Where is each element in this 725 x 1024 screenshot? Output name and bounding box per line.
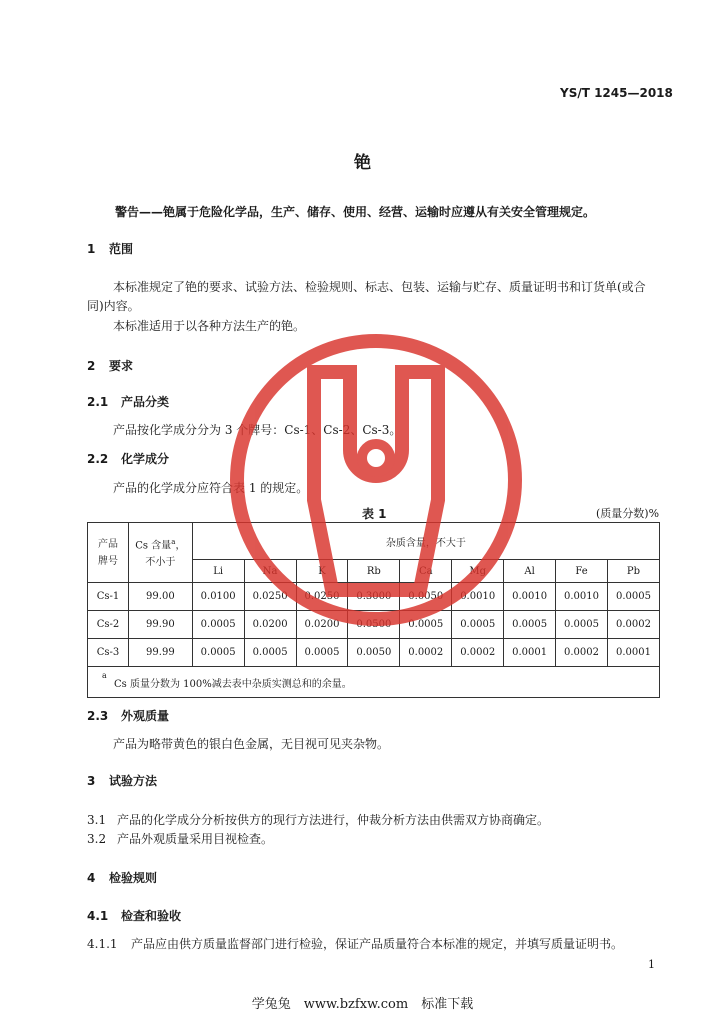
element-header-fe: Fe: [556, 560, 608, 583]
clause-text: 产品的化学成分分析按供方的现行方法进行，仲裁分析方法由供需双方协商确定。: [117, 813, 550, 827]
impurity-cell: 0.0005: [607, 583, 659, 611]
impurity-cell: 0.0002: [400, 639, 452, 667]
subsection-number: 2.2: [87, 452, 109, 466]
element-header-rb: Rb: [348, 560, 400, 583]
element-header-na: Na: [244, 560, 296, 583]
header-cs-content: Cs 含量$^a$， 不小于: [129, 523, 193, 583]
scope-para-1-line-2: 同)内容。: [87, 299, 140, 313]
impurity-cell: 0.0005: [192, 611, 244, 639]
table-caption: 表 1: [362, 507, 387, 521]
impurity-cell: 0.0005: [452, 611, 504, 639]
subsection-title: 化学成分: [121, 452, 170, 466]
grade-cell: Cs-3: [88, 639, 129, 667]
impurity-cell: 0.0010: [556, 583, 608, 611]
header-impurity: 杂质含量，不大于: [192, 523, 659, 560]
clause-number: 3.2: [87, 832, 107, 846]
impurity-cell: 0.0200: [244, 611, 296, 639]
impurity-cell: 0.0100: [192, 583, 244, 611]
subsection-title: 检查和验收: [121, 909, 182, 923]
impurity-cell: 0.0010: [452, 583, 504, 611]
section-title: 范围: [109, 242, 134, 256]
impurity-cell: 0.3000: [348, 583, 400, 611]
impurity-cell: 0.0200: [296, 611, 348, 639]
impurity-cell: 0.0010: [504, 583, 556, 611]
table-row: [88, 611, 660, 639]
cs-content-cell: 99.00: [129, 583, 193, 611]
safety-warning: 警告——铯属于危险化学品，生产、储存、使用、经营、运输时应遵从有关安全管理规定。: [115, 205, 596, 219]
clause-number: 3.1: [87, 813, 107, 827]
impurity-cell: 0.0005: [192, 639, 244, 667]
standard-code: YS/T 1245—2018: [560, 86, 673, 100]
subsection-number: 2.1: [87, 395, 109, 409]
impurity-cell: 0.0001: [607, 639, 659, 667]
section-3-heading: [87, 772, 157, 789]
subsection-title: 产品分类: [121, 395, 170, 409]
element-header-ca: Ca: [400, 560, 452, 583]
subsection-title: 外观质量: [121, 709, 170, 723]
site-footer: 学兔兔 www.bzfxw.com 标准下载: [251, 997, 474, 1012]
section-2-heading: [87, 357, 133, 374]
table-row: [88, 583, 660, 611]
clause-text: 产品外观质量采用目视检查。: [117, 832, 274, 846]
clause-number: 4.1.1: [87, 937, 118, 951]
impurity-cell: 0.0001: [504, 639, 556, 667]
page-number: 1: [648, 958, 655, 971]
impurity-cell: 0.0005: [400, 611, 452, 639]
table-unit: (质量分数)%: [596, 507, 660, 520]
element-header-li: Li: [192, 560, 244, 583]
document-title: 铯: [354, 153, 371, 173]
section-title: 试验方法: [109, 774, 158, 788]
subsection-2-2-heading: [87, 450, 169, 467]
section-4-heading: [87, 869, 157, 886]
clause-4-1-1: [87, 935, 623, 952]
impurity-cell: 0.0005: [244, 639, 296, 667]
scope-para-1-line-1: 本标准规定了铯的要求、试验方法、检验规则、标志、包装、运输与贮存、质量证明书和订货单(或合: [113, 280, 646, 294]
impurity-cell: 0.0500: [348, 611, 400, 639]
cs-content-cell: 99.90: [129, 611, 193, 639]
header-grade-label: 产品牌号: [98, 538, 119, 567]
element-header-pb: Pb: [607, 560, 659, 583]
impurity-cell: 0.0002: [452, 639, 504, 667]
section-title: 检验规则: [109, 871, 158, 885]
header-cs-min: 不小于: [145, 557, 176, 569]
impurity-cell: 0.0250: [296, 583, 348, 611]
header-cs-label: Cs 含量: [135, 540, 172, 552]
grade-cell: Cs-1: [88, 583, 129, 611]
clause-3-1: [87, 811, 549, 828]
table-row: [88, 639, 660, 667]
section-title: 要求: [109, 359, 134, 373]
appearance-text: 产品为略带黄色的银白色金属，无目视可见夹杂物。: [113, 737, 390, 751]
subsection-number: 4.1: [87, 909, 109, 923]
classification-text: 产品按化学成分分为 3 个牌号：Cs-1、Cs-2、Cs-3。: [113, 423, 402, 437]
impurity-cell: 0.0050: [348, 639, 400, 667]
subsection-number: 2.3: [87, 709, 109, 723]
cs-content-cell: 99.99: [129, 639, 193, 667]
impurity-cell: 0.0002: [607, 611, 659, 639]
element-header-al: Al: [504, 560, 556, 583]
footnote-mark: a: [102, 671, 107, 680]
table-footnote: [88, 667, 660, 698]
impurity-cell: 0.0005: [296, 639, 348, 667]
composition-text: 产品的化学成分应符合表 1 的规定。: [113, 481, 309, 495]
impurity-cell: 0.0005: [556, 611, 608, 639]
header-grade: [88, 523, 129, 583]
clause-text: 产品应由供方质量监督部门进行检验，保证产品质量符合本标准的规定，并填写质量证明书。: [131, 937, 624, 951]
impurity-cell: 0.0250: [244, 583, 296, 611]
section-number: 3: [87, 774, 96, 788]
section-number: 2: [87, 359, 96, 373]
section-number: 4: [87, 871, 96, 885]
subsection-4-1-heading: [87, 907, 181, 924]
impurity-cell: 0.0002: [556, 639, 608, 667]
chemical-composition-table: [87, 522, 660, 698]
header-cs-footnote-mark: a: [171, 537, 176, 546]
section-1-heading: [87, 240, 133, 257]
scope-para-2: 本标准适用于以各种方法生产的铯。: [113, 319, 306, 333]
grade-cell: Cs-2: [88, 611, 129, 639]
subsection-2-3-heading: [87, 707, 169, 724]
footnote-text: Cs 质量分数为 100%减去表中杂质实测总和的余量。: [114, 678, 352, 690]
section-number: 1: [87, 242, 96, 256]
clause-3-2: [87, 830, 273, 847]
subsection-2-1-heading: [87, 393, 169, 410]
impurity-cell: 0.0005: [504, 611, 556, 639]
element-header-mg: Mg: [452, 560, 504, 583]
impurity-cell: 0.0050: [400, 583, 452, 611]
element-header-k: K: [296, 560, 348, 583]
